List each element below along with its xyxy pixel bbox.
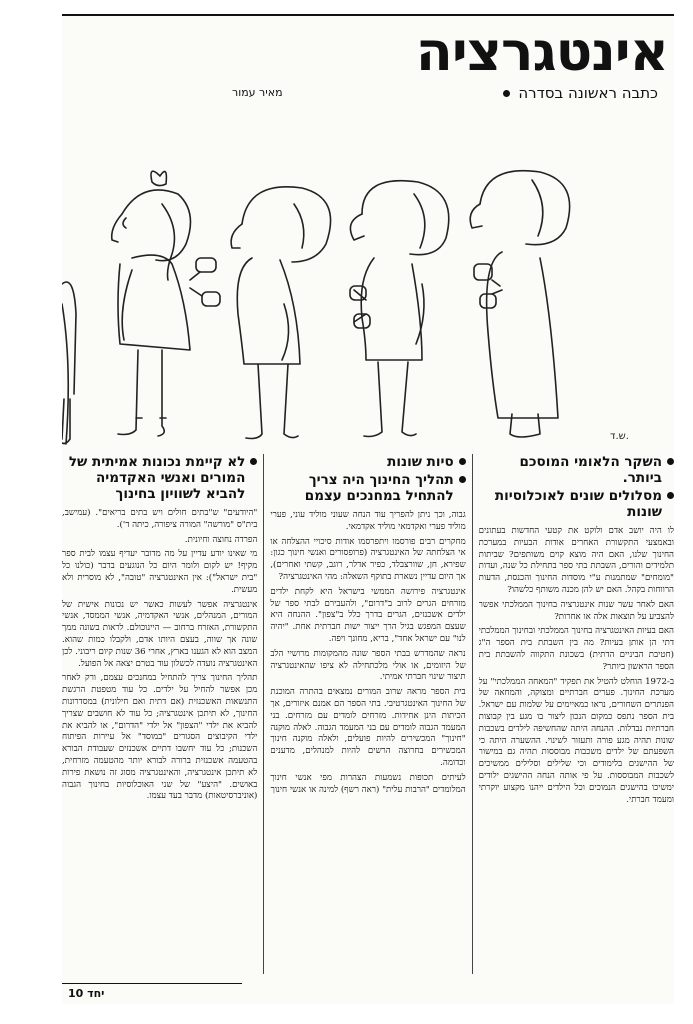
article-paragraph: נראה שהמדרש בבתי הספר שונה מהמקומות מרושיי הלב של היזומים, או אולי מלכתחילה לא ציפו שהאינטגרציה תיצור שינוי חברתי אמיתי. <box>270 648 466 683</box>
article-column-2 <box>270 454 465 974</box>
child-figure-1 <box>62 282 76 444</box>
column-divider <box>472 454 473 974</box>
article-column-1 <box>479 454 674 974</box>
article-paragraph: בית הספר מראה שרוב המורים נמצאים בהתרה המוכנת של החינוך האינטגרטיבי. בתי הספר הם אמנם איזורים, אך הכיתות הינן אחידות. מזרחים לומדים עם מזרחים. בני המעמד הגבוה לומדים עם בני המעמד הגבוה. לאלה מוקנה "חינוך" המכשירים להיות פועלים, ולאלה מוקנה חינוך המכשירים בחרוצה הרשים להיות למנהלים, מדענים וכדומה. <box>270 687 466 768</box>
child-figure-2 <box>112 171 220 436</box>
article-paragraph: לו היה יושב אדם ולוקט את קטעי החדשות בעתונים ובאמצעי התקשורת האחרים אודות הבעיות במערכת החינוך שלנו, האם היה מוצא קוים משותפים? שביתות תלמידים והורים, השבתת בתי ספר בתחילת כל שנה, ועדות "מומחים" שמתמנות ע"י מוסדות החינוך והכנסת, הדעות הרווחות בקהל. האם יש להן מכנה משותף כלשהו? <box>478 526 674 595</box>
article-paragraph: ב-1972 הוחלט להטיל את תפקיד "המאחה הממלכתי" על מערכת החינוך. פערים חברתיים ומצוקה, והמחאה של הפנתרים השחורים, נראו כמאיימים על שלמות עם ישראל. בית הספר נתפס כמקום הנכון ליצור בו מגע בין קבוצות חברתיות נבדלות. ההנחה היתה שהחשיפה לילדים בשכבות שונות תהיה מגע פורה ותעזור לשינוי. ההשערה היתה כי השפעתם של ילדים משכבות מבוססות תהיה גם במישור של ההישגים בלימודים וכי שלילים וסלילים ממשיכים לשכבות המבוססות. על פי אותה הנחה ההישגים ילודים ימשיכו בהישגים הנמוכים וכל הילדים ייהנו מקצוע יוקרתי ומעמד חברתי. <box>478 676 674 805</box>
bullet-icon <box>459 476 466 483</box>
column-headline: השקר הלאומי המוסכם ביותר. <box>479 454 674 486</box>
article-paragraph: "היודעים" ש"בתים חולים ויש בתים בריאים". (עמישב, בית"ס "מורשה" המורה ציפורה, כיתה ד'). <box>62 508 258 530</box>
article-paragraph: גבוה, וכך ניתן להפריך עוד הנחה שעוני מוליד עוני, פערי מוליד פערי ואקדמאי מוליד אקדמאי. <box>270 510 466 532</box>
article-paragraph: האם לאחר עשר שנות אינטגרציה בחינוך הממלכתי אפשר להצביע על תוצאות אלה או אחרות? <box>478 599 674 622</box>
column-headline: לא קיימת נכונות אמיתית של המורים ואנשי האקדמיה להביא לשוויון בחינוך <box>62 454 257 502</box>
bullet-icon <box>667 492 674 499</box>
bullet-icon <box>503 90 510 97</box>
subtitle-text: כתבה ראשונה בסדרה <box>518 84 658 102</box>
child-figure-4 <box>350 181 449 437</box>
bullet-icon <box>667 458 674 465</box>
article-paragraph: תהליך החינוך צריך להתחיל במחנכים עצמם, ורק לאחר מכן אפשר להחיל על ילדים. כל עוד מטפטת הרגשת התנשאות האשכנזית (אם דתית ואם חילונית) במסדרונות החינוך, לא תיתכן אינטגרציה; כל עוד לא חושבים שצריך להביא את ילדי "הצפון" אל ילדי "הדרום", או להביא את ילדי הקיבוצים הסגורים "במוסד" אל עיירות הפיתוח השכנות; כל עוד יחשבו דתיים אשכנזים שעבודת הבורא בהטעמה אשכנזית ברורה לבורא יותר מהטעמה מזרחית, לא תיתכן אינטגרציה, והאינטגרציה מסוג זה נושאת פירות באושים. "היצע" של שני האוכלוסיות בחינוך הגבוה (אוניברסיטאות) מדבר בעד עצמו. <box>62 673 258 802</box>
column-1-headlines <box>479 454 674 520</box>
column-headline: מסלולים שונים לאוכלוסיות שונות <box>479 488 674 520</box>
bullet-icon <box>250 458 257 465</box>
article-column-3 <box>62 454 257 974</box>
illustration-signature: ש.ד. <box>610 431 629 442</box>
column-headline: תהליך החינוך היה צריך להתחיל במחנכים עצמם <box>270 472 465 504</box>
article-paragraph: מי שאינו יודע עדיין על מה מדובר יעדיף עצמו לבית ספר מקיף! יש לקום ולומר היום כל הנוגעים בדבר (כולנו כל "בית ישראל"): אין האינטגרציה "טובה", לא מוסרית ולא מעשית. <box>62 549 258 595</box>
page-footer: יחד 10 <box>68 987 105 1000</box>
column-2-headlines <box>270 454 465 504</box>
magazine-page <box>62 14 674 1004</box>
column-headline: סיות שונות <box>270 454 465 470</box>
article-columns <box>62 454 674 974</box>
article-paragraph: הפרדה נחוצה וחיונית. <box>184 534 258 545</box>
wind-up-children-illustration <box>62 154 674 450</box>
footer-rule <box>62 983 242 984</box>
child-figure-5 <box>470 171 569 437</box>
article-paragraph: לעיתים תכופות נשמעות הצהרות מפי אנשי חינוך המלומדים "הרבות עלית" (ראה רשף) למינה או אנשי חינוך <box>270 772 466 795</box>
article-paragraph: מחקרים רבים פורסמו ויתפרסמו אודות סיכויי ההצלחה או אי הצלחתה של האינטגרציה (פרופסורים ואנשי חינוך כגון: שפירא, חן, שוורצבלד, כפיר אדלר, רוגב, קשתי ואחרים), אך היום עדיין נשארת בתוקף השאלה: מהי האינטגרציה? <box>270 536 466 582</box>
bullet-icon <box>459 458 466 465</box>
article-subtitle <box>503 84 658 102</box>
column-3-headlines <box>62 454 257 502</box>
child-figure-3 <box>231 187 330 439</box>
top-rule <box>62 14 674 16</box>
article-paragraph: אינטגרציה אפשר לעשות כאשר יש נכונות אישית של המורים, המנהלים, אנשי האקדמיה, אנשי הממסד, אנשי התקשורת, האזרח ברחוב — היינוכולם. לראות בשונה ממך שונה אך שווה, בעצם היותו אדם, ולקבלו כמות שהוא. המצב הוא לא הגענו בארץ, אחרי 36 שנות קיום ריבוני. לכן האינטגרציה נועדה לכשלון עוד בטרם יצאה אל הפועל. <box>62 599 258 669</box>
article-title: אינטגרציה <box>415 20 668 83</box>
column-divider <box>263 454 264 974</box>
author-byline: מאיר עמור <box>232 86 283 99</box>
article-paragraph: אינטגרציה פירושה הממשי בישראל היא לקחת ילדים מזרחים הגרים לרוב ב"דרום", ולהעבירם לבתי ספר של ילדים אשכנזים, הגרים בדרך כלל ב"צפון". ההנחה היא שעצם המפגש בגיל הרך ייצור ישות חברתית אחת. "יהיה לנו" עם ישראל אחד", בריא, מחונך ויפה. <box>270 586 466 644</box>
article-paragraph: האם בעיות האינטגרציה בחינוך הממלכתי ובחינוך הממלכתי דתי הן אותן בעיות? מה בין השבתת בית הספר ה"ג (חטיבת הביניים הדתית) בשכונת התקווה להשבתת בית הספר הראשון ביותר? <box>478 626 674 672</box>
